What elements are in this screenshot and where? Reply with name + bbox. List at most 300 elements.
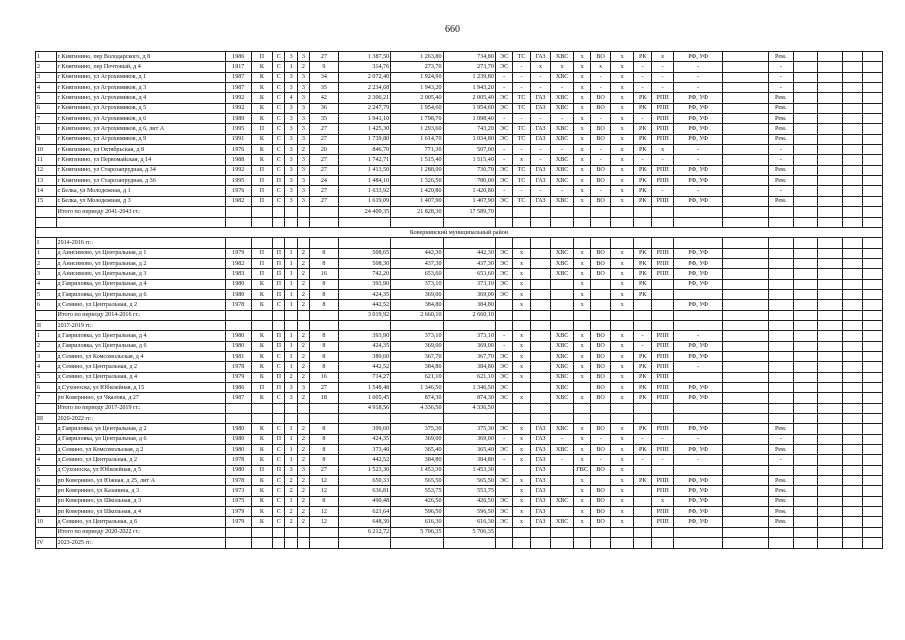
- cell-empty: [842, 320, 863, 330]
- cell-empty: [573, 320, 590, 330]
- cell-roof-type: х: [610, 372, 634, 382]
- cell-empty: [495, 217, 512, 227]
- cell-roof-type: х: [610, 517, 634, 527]
- cell-col-26: [842, 114, 863, 124]
- cell-wall-material: К: [251, 62, 273, 72]
- cell-year-built: 1979: [225, 517, 251, 527]
- cell-living-area: 1 943,20: [391, 83, 443, 93]
- cell-empty: [338, 538, 390, 548]
- cell-wall-material: К: [251, 424, 273, 434]
- cell-foundation-repair: РФ, УФ: [674, 517, 722, 527]
- cell-hot-water: х: [573, 507, 590, 517]
- cell-apartments: 35: [310, 83, 339, 93]
- cell-col-26: [842, 383, 863, 393]
- cell-roof-repair: РК: [634, 362, 651, 372]
- cell-year-built: 1987: [225, 393, 251, 403]
- cell-empty: [310, 238, 339, 248]
- cell-repair-note: Рем.: [768, 424, 793, 434]
- cell-total-area: 1 619,09: [338, 196, 390, 206]
- cell-private-area: 780,00: [443, 176, 495, 186]
- cell-entrances: 3: [297, 176, 309, 186]
- cell-col-24: [793, 155, 818, 165]
- cell-col-27: [863, 62, 883, 72]
- cell-address: рп Ковернино, ул Южная, д 25, лит А: [56, 476, 225, 486]
- cell-floor-material: С: [273, 486, 285, 496]
- cell-col-27: [863, 507, 883, 517]
- cell-cold-water: [551, 279, 574, 289]
- cell-cold-water: ХВС: [551, 52, 574, 62]
- cell-gas-supply: -: [530, 186, 551, 196]
- cell-floor-material: С: [273, 362, 285, 372]
- cell-apartments: 36: [310, 103, 339, 113]
- cell-total-area: 1 633,92: [338, 186, 390, 196]
- cell-floor-material: С: [273, 445, 285, 455]
- cell-total-area: 424,35: [338, 341, 390, 351]
- cell-private-area: 1 515,40: [443, 155, 495, 165]
- cell-gas-supply: [530, 372, 551, 382]
- cell-entrances: 2: [297, 351, 309, 361]
- cell-apartments: 27: [310, 383, 339, 393]
- cell-floor-material: П: [273, 289, 285, 299]
- cell-floors: 3: [285, 103, 297, 113]
- cell-hot-water: х: [573, 289, 590, 299]
- cell-empty: [591, 414, 611, 424]
- cell-drainage: -: [591, 155, 611, 165]
- cell-col-27: [863, 52, 883, 62]
- cell-empty: [818, 538, 843, 548]
- cell-floors: 1: [285, 279, 297, 289]
- cell-apartments: 8: [310, 279, 339, 289]
- cell-entrances: 2: [297, 279, 309, 289]
- cell-col-24: [793, 455, 818, 465]
- cell-heat-supply: -: [513, 62, 530, 72]
- cell-living-area: 2 005,40: [391, 93, 443, 103]
- cell-empty: [297, 238, 309, 248]
- cell-living-area: 616,30: [391, 517, 443, 527]
- cell-hot-water: х: [573, 124, 590, 134]
- cell-wall-material: [251, 403, 273, 413]
- cell-private-area: 553,75: [443, 486, 495, 496]
- cell-gas-supply: [530, 383, 551, 393]
- cell-living-area: 369,00: [391, 341, 443, 351]
- cell-repair-note: -: [768, 155, 793, 165]
- cell-facade-repair: -: [651, 455, 674, 465]
- cell-hot-water: [573, 403, 590, 413]
- cell-address: г Княгинино, ул Агрохимиков, д 5: [56, 103, 225, 113]
- cell-gas-supply: [530, 279, 551, 289]
- cell-entrances: 3: [297, 165, 309, 175]
- cell-period-label: 2023-2025 гг.:: [56, 538, 225, 548]
- cell-cold-water: ХВС: [551, 383, 574, 393]
- cell-foundation-repair: -: [674, 331, 722, 341]
- cell-total-area: 1 413,50: [338, 165, 390, 175]
- cell-wall-material: К: [251, 372, 273, 382]
- cell-year-built: 1980: [225, 341, 251, 351]
- cell-roof-repair: РК: [634, 134, 651, 144]
- cell-living-area: 596,50: [391, 507, 443, 517]
- cell-col-25: [818, 300, 843, 310]
- cell-roof-repair: РК: [634, 103, 651, 113]
- cell-total-area: 508,65: [338, 248, 390, 258]
- cell-total-area: 4 918,56: [338, 403, 390, 413]
- cell-hot-water: х: [573, 165, 590, 175]
- cell-floors: 2: [285, 507, 297, 517]
- cell-power-supply: ЭС: [495, 496, 512, 506]
- cell-gas-supply: ГАЗ: [530, 424, 551, 434]
- cell-gas-supply: х: [530, 62, 551, 72]
- cell-col-25: [818, 362, 843, 372]
- cell-gas-supply: [530, 310, 551, 320]
- cell-foundation-repair: РФ, УФ: [674, 103, 722, 113]
- cell-heat-supply: [513, 207, 530, 217]
- cell-year-built: 1986: [225, 383, 251, 393]
- cell-roof-type: х: [610, 165, 634, 175]
- cell-col-25: [818, 341, 843, 351]
- cell-entrances: 2: [297, 300, 309, 310]
- cell-address: д Гавриловка, ул Центральная, д 6: [56, 289, 225, 299]
- cell-floor-material: С: [273, 455, 285, 465]
- cell-hot-water: х: [573, 496, 590, 506]
- cell-wall-material: [251, 207, 273, 217]
- cell-foundation-repair: -: [674, 186, 722, 196]
- cell-col-22: [722, 403, 768, 413]
- cell-facade-repair: РПП: [651, 258, 674, 268]
- cell-gas-supply: ГАЗ: [530, 52, 551, 62]
- cell-living-area: 553,75: [391, 486, 443, 496]
- cell-foundation-repair: -: [674, 455, 722, 465]
- cell-living-area: 367,70: [391, 351, 443, 361]
- cell-gas-supply: ГАЗ: [530, 93, 551, 103]
- cell-col-26: [842, 83, 863, 93]
- cell-cold-water: ХВС: [551, 72, 574, 82]
- cell-private-area: 17 589,70: [443, 207, 495, 217]
- cell-empty: [338, 414, 390, 424]
- cell-cold-water: ХВС: [551, 372, 574, 382]
- cell-hot-water: ГВС: [573, 465, 590, 475]
- cell-gas-supply: ГАЗ: [530, 176, 551, 186]
- cell-empty: [610, 238, 634, 248]
- cell-empty: [634, 538, 651, 548]
- cell-apartments: 8: [310, 434, 339, 444]
- cell-facade-repair: РПП: [651, 248, 674, 258]
- cell-roof-type: х: [610, 176, 634, 186]
- cell-roof-repair: РК: [634, 269, 651, 279]
- cell-wall-material: К: [251, 486, 273, 496]
- cell-row-number: [36, 527, 57, 537]
- cell-empty: [297, 414, 309, 424]
- cell-address: рп Ковернино, ул Школьная, д 4: [56, 507, 225, 517]
- cell-floors: 1: [285, 331, 297, 341]
- cell-wall-material: К: [251, 434, 273, 444]
- cell-power-supply: -: [495, 455, 512, 465]
- cell-apartments: 8: [310, 424, 339, 434]
- cell-empty: [495, 538, 512, 548]
- cell-floors: [285, 310, 297, 320]
- cell-gas-supply: ГАЗ: [530, 455, 551, 465]
- cell-heat-supply: х: [513, 269, 530, 279]
- cell-drainage: ВО: [591, 269, 611, 279]
- cell-hot-water: х: [573, 269, 590, 279]
- cell-total-area: 442,52: [338, 455, 390, 465]
- cell-empty: [443, 217, 495, 227]
- cell-apartments: 12: [310, 486, 339, 496]
- cell-apartments: 8: [310, 331, 339, 341]
- cell-row-number: 6: [36, 103, 57, 113]
- cell-hot-water: х: [573, 517, 590, 527]
- cell-living-area: 5 706,35: [391, 527, 443, 537]
- cell-private-area: 1 943,20: [443, 83, 495, 93]
- cell-repair-note: -: [768, 434, 793, 444]
- cell-total-area: 24 409,35: [338, 207, 390, 217]
- cell-cold-water: -: [551, 83, 574, 93]
- cell-address: д Гавриловка, ул Центральная, д 6: [56, 341, 225, 351]
- cell-col-27: [863, 248, 883, 258]
- period-row: [36, 320, 883, 330]
- cell-empty: [674, 414, 722, 424]
- cell-roof-type: х: [610, 383, 634, 393]
- cell-row-number: 13: [36, 176, 57, 186]
- cell-cold-water: ХВС: [551, 517, 574, 527]
- cell-power-supply: [495, 403, 512, 413]
- cell-floors: 3: [285, 165, 297, 175]
- cell-private-area: 1 034,80: [443, 134, 495, 144]
- cell-roof-type: х: [610, 145, 634, 155]
- cell-empty: [591, 538, 611, 548]
- cell-col-27: [863, 289, 883, 299]
- cell-facade-repair: РПП: [651, 424, 674, 434]
- cell-col-26: [842, 455, 863, 465]
- cell-empty: [530, 217, 551, 227]
- cell-facade-repair: [651, 207, 674, 217]
- cell-address: рп Ковернино, ул Чкалова, д 27: [56, 393, 225, 403]
- cell-hot-water: х: [573, 134, 590, 144]
- cell-wall-material: К: [251, 289, 273, 299]
- cell-empty: [768, 238, 793, 248]
- cell-facade-repair: -: [651, 62, 674, 72]
- cell-col-24: [793, 134, 818, 144]
- cell-total-area: 1 425,30: [338, 124, 390, 134]
- cell-facade-repair: [651, 403, 674, 413]
- cell-year-built: 1989: [225, 114, 251, 124]
- cell-col-24: [793, 93, 818, 103]
- cell-foundation-repair: -: [674, 362, 722, 372]
- cell-roof-type: х: [610, 248, 634, 258]
- cell-empty: [56, 217, 225, 227]
- cell-address: рп Ковернино, ул Школьная, д 3: [56, 496, 225, 506]
- cell-floors: 1: [285, 289, 297, 299]
- cell-living-area: 426,50: [391, 496, 443, 506]
- cell-total-area: 399,60: [338, 424, 390, 434]
- cell-roof-repair: -: [634, 62, 651, 72]
- cell-heat-supply: ТС: [513, 196, 530, 206]
- cell-power-supply: ЭС: [495, 279, 512, 289]
- cell-power-supply: ЭС: [495, 372, 512, 382]
- cell-floors: 3: [285, 393, 297, 403]
- cell-col-27: [863, 114, 883, 124]
- cell-facade-repair: -: [651, 434, 674, 444]
- cell-living-area: 384,80: [391, 362, 443, 372]
- cell-facade-repair: [651, 465, 674, 475]
- cell-private-area: 375,30: [443, 424, 495, 434]
- cell-total-area: 442,52: [338, 300, 390, 310]
- cell-hot-water: х: [573, 372, 590, 382]
- cell-entrances: 3: [297, 72, 309, 82]
- cell-floors: 3: [285, 383, 297, 393]
- cell-col-26: [842, 424, 863, 434]
- cell-col-25: [818, 403, 843, 413]
- cell-floors: [285, 403, 297, 413]
- cell-living-area: 4 336,50: [391, 403, 443, 413]
- cell-floor-material: П: [273, 269, 285, 279]
- cell-year-built: 1917: [225, 62, 251, 72]
- cell-facade-repair: РПП: [651, 517, 674, 527]
- cell-row-number: 6: [36, 383, 57, 393]
- cell-empty: [530, 320, 551, 330]
- cell-empty: [793, 538, 818, 548]
- cell-col-27: [863, 434, 883, 444]
- cell-empty: [273, 320, 285, 330]
- cell-living-area: 375,30: [391, 424, 443, 434]
- cell-apartments: 8: [310, 341, 339, 351]
- table-row: [36, 476, 883, 486]
- cell-cold-water: ХВС: [551, 176, 574, 186]
- cell-living-area: 384,80: [391, 300, 443, 310]
- cell-repair-note: [768, 269, 793, 279]
- cell-col-22: [722, 486, 768, 496]
- cell-gas-supply: [530, 269, 551, 279]
- cell-drainage: ВО: [591, 124, 611, 134]
- cell-private-area: 653,60: [443, 269, 495, 279]
- cell-roof-type: х: [610, 83, 634, 93]
- table-row: [36, 331, 883, 341]
- cell-living-area: 373,10: [391, 331, 443, 341]
- cell-col-22: [722, 331, 768, 341]
- cell-col-26: [842, 445, 863, 455]
- cell-gas-supply: [530, 331, 551, 341]
- cell-floor-material: П: [273, 279, 285, 289]
- cell-col-27: [863, 331, 883, 341]
- cell-repair-note: Рем.: [768, 114, 793, 124]
- cell-living-area: 373,10: [391, 279, 443, 289]
- cell-floor-material: С: [273, 517, 285, 527]
- cell-col-26: [842, 476, 863, 486]
- cell-foundation-repair: РФ, УФ: [674, 52, 722, 62]
- cell-floors: 3: [285, 176, 297, 186]
- cell-col-26: [842, 269, 863, 279]
- cell-power-supply: ЭС: [495, 196, 512, 206]
- cell-col-26: [842, 124, 863, 134]
- cell-drainage: ВО: [591, 134, 611, 144]
- cell-roof-repair: [634, 496, 651, 506]
- cell-facade-repair: РПП: [651, 103, 674, 113]
- cell-roof-repair: РК: [634, 258, 651, 268]
- cell-row-number: 4: [36, 83, 57, 93]
- table-row: [36, 383, 883, 393]
- cell-wall-material: К: [251, 72, 273, 82]
- cell-period-label: 2017-2019 гг.:: [56, 320, 225, 330]
- cell-col-26: [842, 258, 863, 268]
- cell-total-area: 1 739,80: [338, 134, 390, 144]
- cell-col-22: [722, 476, 768, 486]
- cell-roof-repair: РК: [634, 289, 651, 299]
- cell-repair-note: Рем.: [768, 476, 793, 486]
- cell-foundation-repair: РФ, УФ: [674, 248, 722, 258]
- cell-gas-supply: -: [530, 83, 551, 93]
- cell-col-22: [722, 52, 768, 62]
- cell-total-area: 2 306,21: [338, 93, 390, 103]
- cell-empty: [634, 414, 651, 424]
- cell-facade-repair: РПП: [651, 476, 674, 486]
- cell-hot-water: х: [573, 62, 590, 72]
- cell-col-24: [793, 362, 818, 372]
- cell-row-number: IV: [36, 538, 57, 548]
- cell-gas-supply: ГАЗ: [530, 434, 551, 444]
- cell-col-25: [818, 351, 843, 361]
- cell-row-number: 2: [36, 434, 57, 444]
- cell-col-24: [793, 186, 818, 196]
- cell-row-number: 3: [36, 269, 57, 279]
- cell-hot-water: х: [573, 445, 590, 455]
- cell-col-27: [863, 134, 883, 144]
- cell-address: г Княгинино, ул Первомайская, д 14: [56, 155, 225, 165]
- cell-foundation-repair: РФ, УФ: [674, 165, 722, 175]
- cell-roof-type: х: [610, 279, 634, 289]
- cell-entrances: 3: [297, 155, 309, 165]
- cell-power-supply: [495, 527, 512, 537]
- cell-roof-repair: -: [634, 331, 651, 341]
- cell-repair-note: Рем.: [768, 134, 793, 144]
- cell-roof-repair: РК: [634, 248, 651, 258]
- cell-gas-supply: [530, 527, 551, 537]
- cell-entrances: 3: [297, 114, 309, 124]
- cell-facade-repair: [651, 279, 674, 289]
- cell-heat-supply: х: [513, 300, 530, 310]
- cell-living-area: 273,70: [391, 62, 443, 72]
- cell-foundation-repair: РФ, УФ: [674, 486, 722, 496]
- cell-heat-supply: -: [513, 72, 530, 82]
- cell-foundation-repair: -: [674, 83, 722, 93]
- cell-address: д Гавриловка, ул Центральная, д 4: [56, 331, 225, 341]
- cell-empty: [818, 238, 843, 248]
- cell-col-24: [793, 165, 818, 175]
- cell-floors: 1: [285, 248, 297, 258]
- cell-roof-type: [610, 310, 634, 320]
- cell-entrances: [297, 527, 309, 537]
- cell-col-26: [842, 486, 863, 496]
- housing-register-table: [35, 51, 883, 549]
- cell-living-area: 369,00: [391, 289, 443, 299]
- cell-empty: [225, 320, 251, 330]
- cell-foundation-repair: РФ, УФ: [674, 269, 722, 279]
- cell-living-area: 653,60: [391, 269, 443, 279]
- cell-gas-supply: [530, 300, 551, 310]
- cell-floors: 1: [285, 258, 297, 268]
- cell-facade-repair: х: [651, 496, 674, 506]
- cell-floors: 1: [285, 62, 297, 72]
- cell-total-area: 2 247,79: [338, 103, 390, 113]
- cell-col-26: [842, 341, 863, 351]
- cell-living-area: 2 660,10: [391, 310, 443, 320]
- cell-power-supply: ЭС: [495, 424, 512, 434]
- cell-facade-repair: РПП: [651, 393, 674, 403]
- cell-address: Итого по периоду 2017-2019 гг.:: [56, 403, 225, 413]
- cell-private-area: 2 660,10: [443, 310, 495, 320]
- cell-col-27: [863, 341, 883, 351]
- cell-year-built: 1987: [225, 72, 251, 82]
- cell-address: д Семино, ул Комсомольская, д 4: [56, 351, 225, 361]
- cell-repair-note: [768, 289, 793, 299]
- cell-col-26: [842, 372, 863, 382]
